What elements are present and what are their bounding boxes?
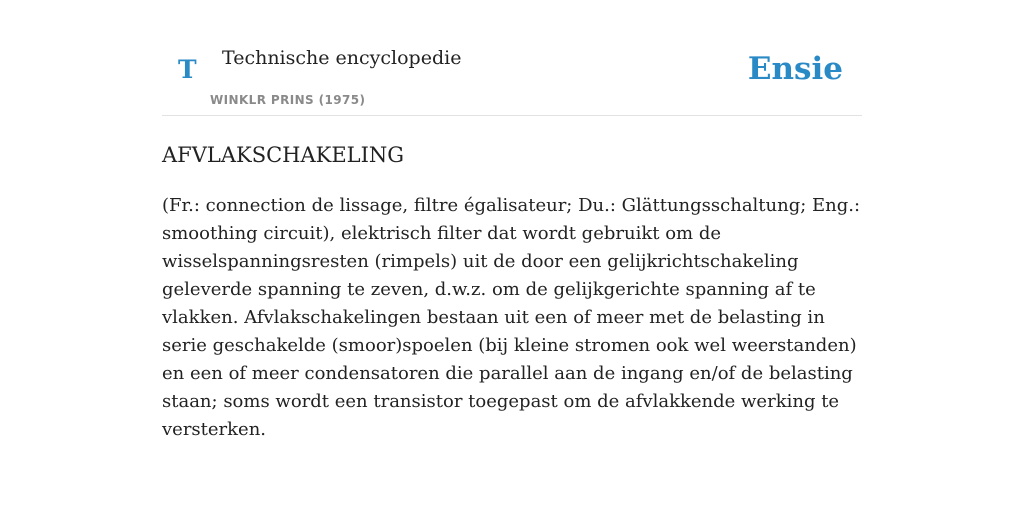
brand-logo-link[interactable]: Ensie: [747, 51, 843, 87]
entry-body: (Fr.: connection de lissage, filtre égalisateur; Du.: Glättungsschaltung; Eng.: smoothing circuit), elektrisch filter dat wordt gebruikt om de wisselspanningsresten (rimpels) uit de door een gelijkrichtschakeling geleverde spanning te zeven, d.w.z. om de gelijkgerichte spanning af te vlakken. Afvlakschakelingen bestaan uit een of meer met de belasting in serie geschakelde (smoor)spoelen (bij kleine stromen ook wel weerstanden) en een of meer condensatoren die parallel aan de ingang en/of de belasting staan; soms wordt een transistor toegepast om de afvlakkende werking te versterken.: [162, 195, 861, 440]
header: [162, 0, 862, 116]
entry-title: AFVLAKSCHAKELING: [162, 143, 405, 167]
book-title-link[interactable]: Technische encyclopedie: [222, 47, 462, 69]
book-source-label: WINKLR PRINS (1975): [210, 93, 366, 107]
book-logo-icon: T: [178, 55, 197, 84]
page: [162, 0, 862, 440]
